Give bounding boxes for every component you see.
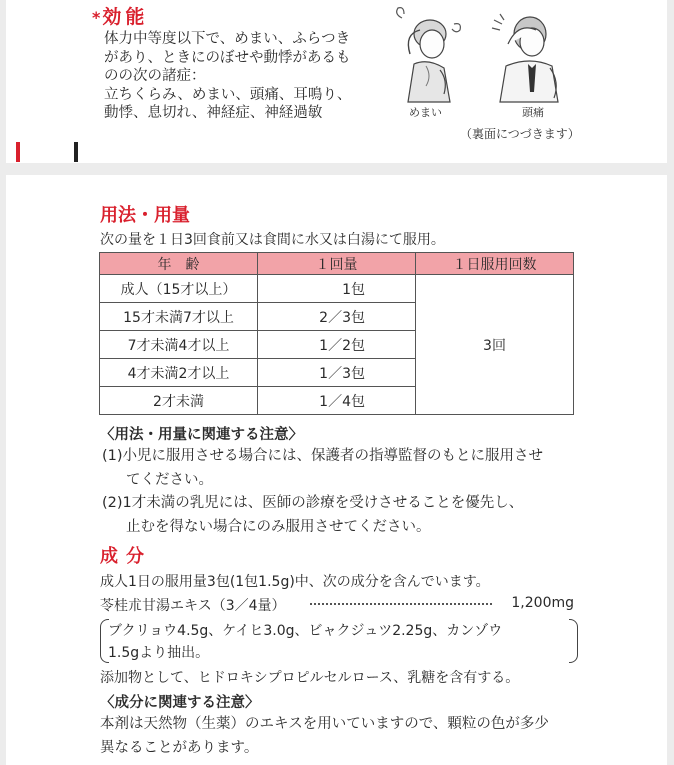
headache-illustration-icon	[484, 4, 580, 108]
extract-name: 苓桂朮甘湯エキス（3／4量）	[100, 598, 286, 614]
efficacy-title: 効能	[102, 6, 149, 28]
dose-cell: 2／3包	[258, 303, 416, 331]
usage-note-line: 止むを得ない場合にのみ服用させてください。	[126, 518, 431, 535]
additive-text: 添加物として、ヒドロキシプロピルセルロース、乳糖を含有する。	[100, 670, 520, 686]
dose-cell: 1／4包	[258, 387, 416, 415]
dizziness-label: めまい	[409, 106, 442, 119]
usage-heading: 用法・用量	[100, 205, 190, 226]
efficacy-line: のの次の諸症：	[104, 68, 206, 84]
header-age: 年 齢	[100, 253, 258, 275]
composition-line: ブクリョウ4.5g、ケイヒ3.0g、ビャクジュツ2.25g、カンゾウ	[108, 623, 503, 639]
usage-text: 次の量を１日3回食前又は食間に水又は白湯にて服用。	[100, 232, 445, 248]
ingredients-note-text	[100, 713, 549, 760]
bottom-panel	[6, 175, 667, 765]
usage-note-heading: 〈用法・用量に関連する注意〉	[100, 427, 303, 443]
efficacy-line: があり、ときにのぼせや動悸があるも	[104, 49, 351, 66]
dose-cell: 1／2包	[258, 331, 416, 359]
table-row	[100, 275, 574, 303]
header-times: １日服用回数	[416, 253, 574, 275]
age-cell: 成人（15才以上）	[100, 275, 258, 303]
headache-label: 頭痛	[522, 106, 544, 119]
ingredients-heading: 成分	[100, 546, 152, 567]
efficacy-line: 体力中等度以下で、めまい、ふらつき	[104, 31, 351, 47]
ingredients-note-line: 異なることがあります。	[100, 739, 259, 756]
composition-line: 1.5gより抽出。	[108, 645, 210, 661]
dosage-table	[99, 252, 574, 415]
header-dose: １回量	[258, 253, 416, 275]
ingredients-note-line: 本剤は天然物（生薬）のエキスを用いていますので、顆粒の色が多少	[100, 716, 549, 732]
usage-note-line: てください。	[126, 471, 213, 488]
age-cell: 15才未満7才以上	[100, 303, 258, 331]
efficacy-heading	[92, 2, 148, 29]
continue-note: （裏面につづきます）	[460, 127, 580, 141]
usage-note-line: (2)1才未満の乳児には、医師の診療を受けさせることを優先し、	[102, 495, 524, 511]
usage-note-line: (1)小児に服用させる場合には、保護者の指導監督のもとに服用させ	[102, 448, 544, 464]
age-cell: 7才未満4才以上	[100, 331, 258, 359]
times-cell: 3回	[416, 275, 574, 415]
asterisk-mark: *	[92, 8, 101, 27]
efficacy-text	[104, 30, 380, 123]
composition-bracket	[100, 619, 578, 663]
dose-cell: 1／3包	[258, 359, 416, 387]
table-header-row	[100, 253, 574, 275]
age-cell: 4才未満2才以上	[100, 359, 258, 387]
ingredients-text: 成人1日の服用量3包(1包1.5g)中、次の成分を含んでいます。	[100, 574, 490, 590]
right-bracket	[569, 619, 578, 663]
dose-cell: 1包	[258, 275, 416, 303]
top-panel	[6, 0, 667, 163]
leader-dots	[310, 603, 492, 605]
usage-note-list	[102, 445, 543, 539]
dark-marker-bar	[74, 142, 78, 162]
dizziness-illustration-icon	[388, 4, 468, 108]
ingredients-note-heading: 〈成分に関連する注意〉	[100, 695, 260, 711]
extract-amount: 1,200mg	[511, 595, 574, 611]
red-marker-bar	[16, 142, 20, 162]
extract-row	[100, 595, 574, 615]
efficacy-line: 立ちくらみ、めまい、頭痛、耳鳴り、	[104, 86, 352, 103]
age-cell: 2才未満	[100, 387, 258, 415]
efficacy-line: 動悸、息切れ、神経症、神経過敏	[104, 105, 323, 121]
